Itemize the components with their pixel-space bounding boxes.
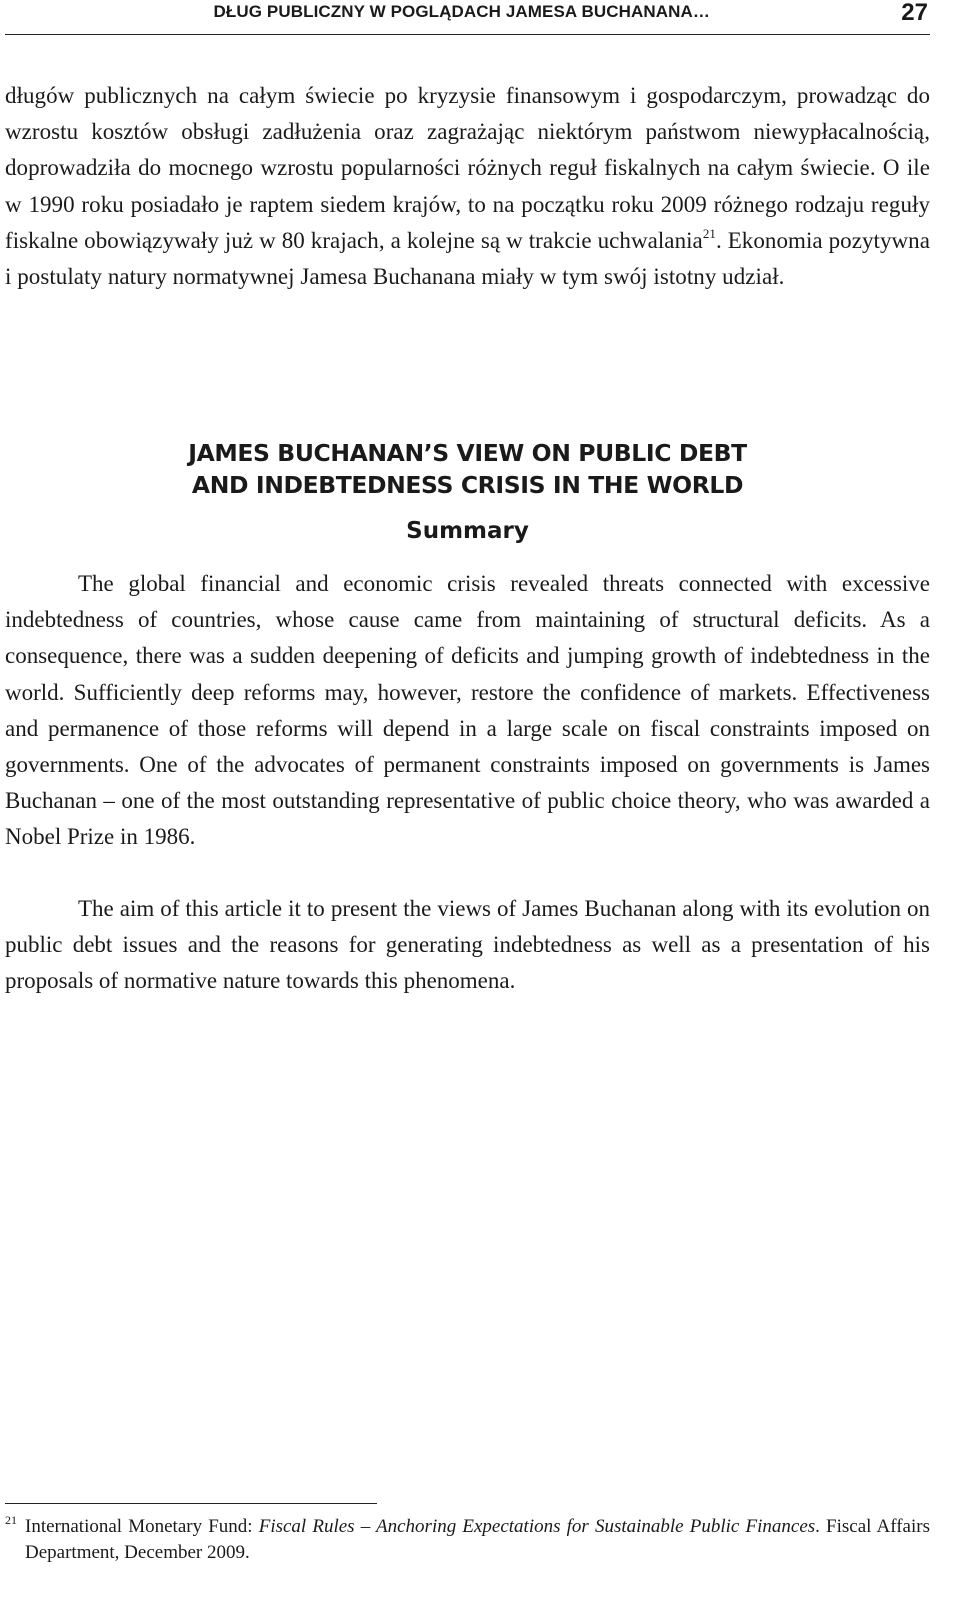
summary-paragraph-1: The global financial and economic crisis revealed threats connected with excessive indebtedness of countries, whose cause came from maintaining of structural deficits. As a consequence, there was a sudden deepening of deficits and jumping growth of indebtedness in the world. Sufficiently deep reforms may, however, restore the confidence of markets. Effectiveness and permanence of those reforms will depend in a large scale on fiscal constraints imposed on governments. One of the advocates of permanent constraints imposed on governments is James Buchanan – one of the most outstanding representative of public choice theory, who was awarded a Nobel Prize in 1986.: [5, 571, 930, 850]
running-header: [5, 0, 930, 35]
section-title-line-2: AND INDEBTEDNESS CRISIS IN THE WORLD: [191, 471, 744, 499]
footnote-details: . Fiscal Affairs Department, December 2009.: [25, 1516, 930, 1563]
summary-section-title: [5, 437, 930, 501]
footnote-title: Fiscal Rules – Anchoring Expectations for Sustainable Public Finances: [258, 1516, 816, 1537]
paragraph-text-continued: . Ekonomia pozytywna i postulaty natury normatywnej Jamesa Buchanana miały w tym swój istotny udział.: [5, 227, 930, 290]
footnote-reference: 21: [702, 225, 716, 241]
section-title-line-1: JAMES BUCHANAN’S VIEW ON PUBLIC DEBT: [188, 439, 747, 467]
body-paragraph-polish: [5, 78, 930, 295]
footnote-author: International Monetary Fund:: [25, 1516, 259, 1537]
summary-heading: Summary: [406, 518, 529, 544]
footnote: $^{21}$ International Monetary Fund: Fiscal Rules – Anchoring Expectations for Sustainable Public Finances. Fiscal Affairs Department, December 2009.: [5, 1513, 930, 1563]
paragraph-text: długów publicznych na całym świecie po kryzysie finansowym i gospodarczym, prowadząc do wzrostu kosztów obsługi zadłużenia oraz zagrażając niektórym państwom niewypłacalnością, doprowadziła do mocnego wzrostu popularności różnych reguł fiskalnych na całym świecie. O ile w 1990 roku posiadało je raptem siedem krajów, to na początku roku 2009 różnego rodzaju reguły fiskalne obowiązywały już w 80 krajach, a kolejne są w trakcie uchwalania: [5, 83, 930, 253]
page-number: 27: [901, 0, 928, 26]
summary-paragraph-2: The aim of this article it to present the views of James Buchanan along with its evolution on public debt issues and the reasons for generating indebtedness as well as a presentation of his proposals of normative nature towards this phenomena.: [5, 896, 930, 994]
footnote-separator: [5, 1503, 377, 1504]
document-page: [5, 0, 930, 1614]
running-title: DŁUG PUBLICZNY W POGLĄDACH JAMESA BUCHANANA…: [213, 2, 710, 21]
